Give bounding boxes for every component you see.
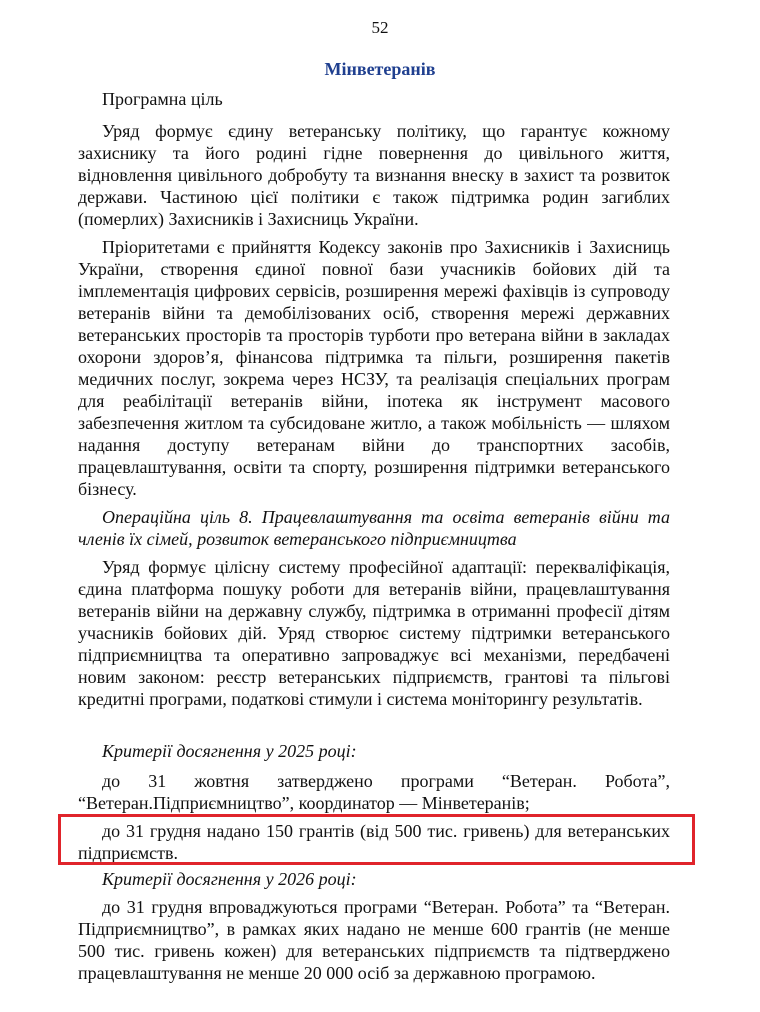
operational-goal: Операційна ціль 8. Працевлаштування та освіта ветеранів війни та членів їх сімей, розвиток ветеранського підприємництва <box>78 507 670 549</box>
criteria-2025-label: Критерії досягнення у 2025 році: <box>102 741 357 761</box>
paragraph-system: Уряд формує цілісну систему професійної адаптації: перекваліфікація, єдина платформа пошуку роботи для ветеранів війни, працевлаштування ветеранів війни на державну службу, підтримка в отриманні професії дітям учасників бойових дій. Уряд створює систему підтримки ветеранського підприємництва та оперативно запроваджує всі механізми, передбачені новим законом: реєстр ветеранських підприємств, грантові та пільгові кредитні програми, податкові стимули і система моніторингу результатів. <box>78 557 670 709</box>
page-number: 52 <box>371 18 389 37</box>
criterion-2025-item-2: до 31 грудня надано 150 грантів (від 500 тис. гривень) для ветеранських підприємств. <box>78 821 670 863</box>
paragraph-priorities: Пріоритетами є прийняття Кодексу законів про Захисників і Захисниць України, створення єдиної повної бази учасників бойових дій та імплементація цифрових сервісів, розширення мережі фахівців із супроводу ветеранів війни та демобілізованих осіб, створення мережі державних ветеранських просторів та просторів турботи про ветерана війни в закладах охорони здоров’я, фінансова підтримка та пільги, розширення пакетів медичних послуг, зокрема через НСЗУ, та реалізація спеціальних програм для реабілітації ветеранів війни, іпотека як інструмент масового забезпечення житлом та субсидоване житло, а також мобільність — шляхом надання доступу ветеранам війни до транспортних засобів, працевлаштування, освіти та спорту, розширення підтримки ветеранського бізнесу. <box>78 237 670 499</box>
program-goal-label: Програмна ціль <box>102 89 223 109</box>
criterion-2025-item-1: до 31 жовтня затверджено програми “Ветеран. Робота”, “Ветеран.Підприємництво”, координатор — Мінветеранів; <box>78 771 670 813</box>
criteria-2026-label: Критерії досягнення у 2026 році: <box>102 869 357 889</box>
highlight-box <box>58 814 695 865</box>
criterion-2026-item-1: до 31 грудня впроваджуються програми “Ветеран. Робота” та “Ветеран. Підприємництво”, в рамках яких надано не менше 600 грантів (не менше 500 тис. гривень кожен) для ветеранських підприємств та підтверджено працевлаштування не менше 20 000 осіб за державною програмою. <box>78 897 670 983</box>
section-heading: Мінветеранів <box>324 59 436 79</box>
paragraph-goal: Уряд формує єдину ветеранську політику, що гарантує кожному захиснику та його родині гідне повернення до цивільного життя, відновлення цивільного добробуту та визнання внеску в захист та розвиток держави. Частиною цієї політики є також підтримка родин загиблих (померлих) Захисників і Захисниць України. <box>78 121 670 229</box>
